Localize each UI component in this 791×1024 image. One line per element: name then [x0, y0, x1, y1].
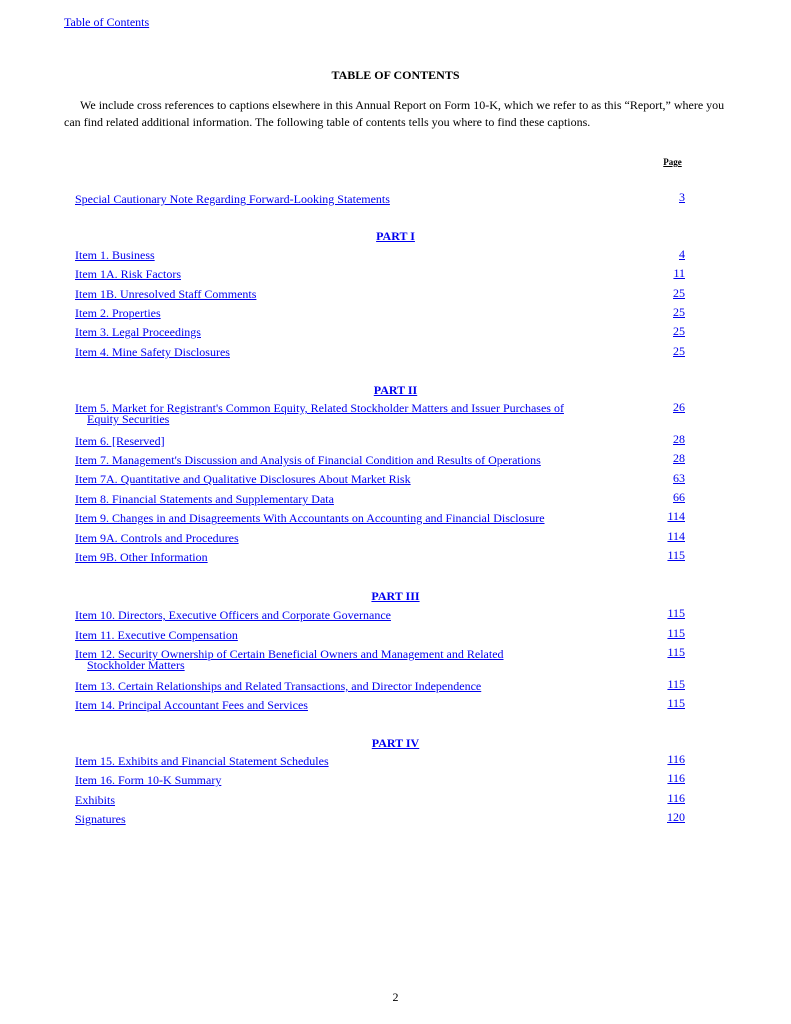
part-heading: [0, 384, 791, 396]
toc-page: [650, 434, 685, 445]
toc-link[interactable]: Item 1. Business: [75, 248, 155, 262]
toc-page: [650, 346, 685, 357]
toc-link[interactable]: Item 1B. Unresolved Staff Comments: [75, 287, 257, 301]
toc-link-continuation[interactable]: Stockholder Matters: [87, 658, 185, 672]
toc-link[interactable]: Item 2. Properties: [75, 306, 161, 320]
toc-link[interactable]: Signatures: [75, 812, 126, 826]
toc-page-link[interactable]: 11: [673, 266, 685, 280]
toc-page-link[interactable]: 116: [667, 791, 685, 805]
toc-page-link[interactable]: 3: [679, 190, 685, 204]
toc-link[interactable]: Item 13. Certain Relationships and Related Transactions, and Director Independence: [75, 679, 482, 693]
toc-page-link[interactable]: 4: [679, 247, 685, 261]
toc-page-link[interactable]: 115: [667, 606, 685, 620]
toc-link[interactable]: Item 14. Principal Accountant Fees and Services: [75, 698, 308, 712]
toc-row: [75, 513, 608, 524]
toc-row: [75, 474, 608, 485]
toc-link[interactable]: Item 12. Security Ownership of Certain Beneficial Owners and Management and Related: [75, 647, 504, 661]
toc-page: [650, 812, 685, 823]
toc-link[interactable]: Special Cautionary Note Regarding Forward-Looking Statements: [75, 192, 390, 206]
toc-page: [650, 402, 685, 413]
toc-row: [75, 649, 608, 671]
toc-link[interactable]: Item 9B. Other Information: [75, 550, 208, 564]
toc-page: [650, 192, 685, 203]
toc-page: [650, 679, 685, 690]
toc-page: [650, 307, 685, 318]
toc-page-link[interactable]: 115: [667, 626, 685, 640]
toc-row: [75, 455, 608, 466]
toc-page-link[interactable]: 25: [673, 305, 685, 319]
toc-link[interactable]: Item 16. Form 10-K Summary: [75, 773, 222, 787]
toc-page: [650, 326, 685, 337]
part-heading: [0, 230, 791, 242]
table-of-contents-link[interactable]: Table of Contents: [64, 15, 150, 29]
toc-link[interactable]: Item 7A. Quantitative and Qualitative Disclosures About Market Risk: [75, 472, 411, 486]
toc-page-link[interactable]: 25: [673, 324, 685, 338]
toc-row: [75, 250, 608, 261]
toc-page: [650, 288, 685, 299]
toc-row: [75, 814, 608, 825]
toc-page-link[interactable]: 114: [667, 529, 685, 543]
toc-row: [75, 756, 608, 767]
part-link[interactable]: PART IV: [371, 736, 420, 750]
intro-paragraph: We include cross references to captions elsewhere in this Annual Report on Form 10-K, which we refer to as this “Report,” where you can find related additional information. The following table of contents tells you where to find these captions.: [64, 98, 725, 129]
toc-page: [650, 249, 685, 260]
toc-page-link[interactable]: 114: [667, 509, 685, 523]
toc-row: [75, 681, 608, 692]
toc-link[interactable]: Item 11. Executive Compensation: [75, 628, 238, 642]
toc-page: [650, 531, 685, 542]
toc-row: [75, 795, 608, 806]
toc-link[interactable]: Item 15. Exhibits and Financial Statement Schedules: [75, 754, 329, 768]
toc-link[interactable]: Item 9A. Controls and Procedures: [75, 531, 239, 545]
toc-row: [75, 327, 608, 338]
toc-row: [75, 403, 608, 425]
toc-link[interactable]: Item 1A. Risk Factors: [75, 267, 181, 281]
toc-page: [650, 647, 685, 658]
toc-row: [75, 552, 608, 563]
toc-page-link[interactable]: 63: [673, 471, 685, 485]
toc-link[interactable]: Item 3. Legal Proceedings: [75, 325, 201, 339]
toc-row: [75, 289, 608, 300]
toc-page: [650, 473, 685, 484]
toc-page: [650, 793, 685, 804]
toc-link[interactable]: Item 8. Financial Statements and Supplementary Data: [75, 492, 334, 506]
toc-page: [650, 550, 685, 561]
toc-row: [75, 610, 608, 621]
part-heading: [0, 590, 791, 602]
toc-page-link[interactable]: 120: [667, 810, 685, 824]
toc-page-link[interactable]: 26: [673, 400, 685, 414]
part-link[interactable]: PART II: [373, 383, 418, 397]
toc-page-link[interactable]: 116: [667, 771, 685, 785]
toc-page-link[interactable]: 115: [667, 696, 685, 710]
page-title: TABLE OF CONTENTS: [331, 68, 460, 82]
toc-page-link[interactable]: 28: [673, 451, 685, 465]
toc-page: [650, 628, 685, 639]
toc-row: [75, 436, 608, 447]
toc-page: [650, 608, 685, 619]
toc-page: [650, 698, 685, 709]
toc-page-link[interactable]: 66: [673, 490, 685, 504]
toc-link[interactable]: Item 9. Changes in and Disagreements With Accountants on Accounting and Financial Disclosure: [75, 511, 545, 525]
toc-page: [650, 754, 685, 765]
toc-row: [75, 533, 608, 544]
toc-page-link[interactable]: 115: [667, 548, 685, 562]
toc-link[interactable]: Item 6. [Reserved]: [75, 434, 165, 448]
toc-row: [75, 775, 608, 786]
toc-page: [650, 773, 685, 784]
toc-link[interactable]: Item 7. Management's Discussion and Analysis of Financial Condition and Results of Operations: [75, 453, 541, 467]
toc-page: [650, 511, 685, 522]
toc-link[interactable]: Exhibits: [75, 793, 116, 807]
toc-link[interactable]: Item 10. Directors, Executive Officers and Corporate Governance: [75, 608, 391, 622]
toc-row: [75, 269, 608, 280]
part-heading: [0, 737, 791, 749]
toc-link[interactable]: Item 4. Mine Safety Disclosures: [75, 345, 230, 359]
toc-page: [650, 453, 685, 464]
toc-page-link[interactable]: 115: [667, 645, 685, 659]
toc-row: [75, 630, 608, 641]
toc-link[interactable]: Item 5. Market for Registrant's Common Equity, Related Stockholder Matters and Issuer Purchases of: [75, 401, 564, 415]
part-link[interactable]: PART I: [376, 229, 415, 243]
toc-page-link[interactable]: 28: [673, 432, 685, 446]
toc-row: [75, 308, 608, 319]
page-column-header: Page: [663, 157, 682, 167]
toc-page-link[interactable]: 25: [673, 344, 685, 358]
toc-page: [650, 268, 685, 279]
toc-page: [650, 492, 685, 503]
toc-row: [75, 347, 608, 358]
toc-link-continuation[interactable]: Equity Securities: [87, 412, 170, 426]
part-link[interactable]: PART III: [371, 589, 420, 603]
toc-page-link[interactable]: 25: [673, 286, 685, 300]
toc-row-cautionary: [75, 194, 608, 205]
toc-row: [75, 494, 608, 505]
toc-page-link[interactable]: 115: [667, 677, 685, 691]
toc-page-link[interactable]: 116: [667, 752, 685, 766]
toc-row: [75, 700, 608, 711]
page-number: 2: [392, 990, 399, 1004]
